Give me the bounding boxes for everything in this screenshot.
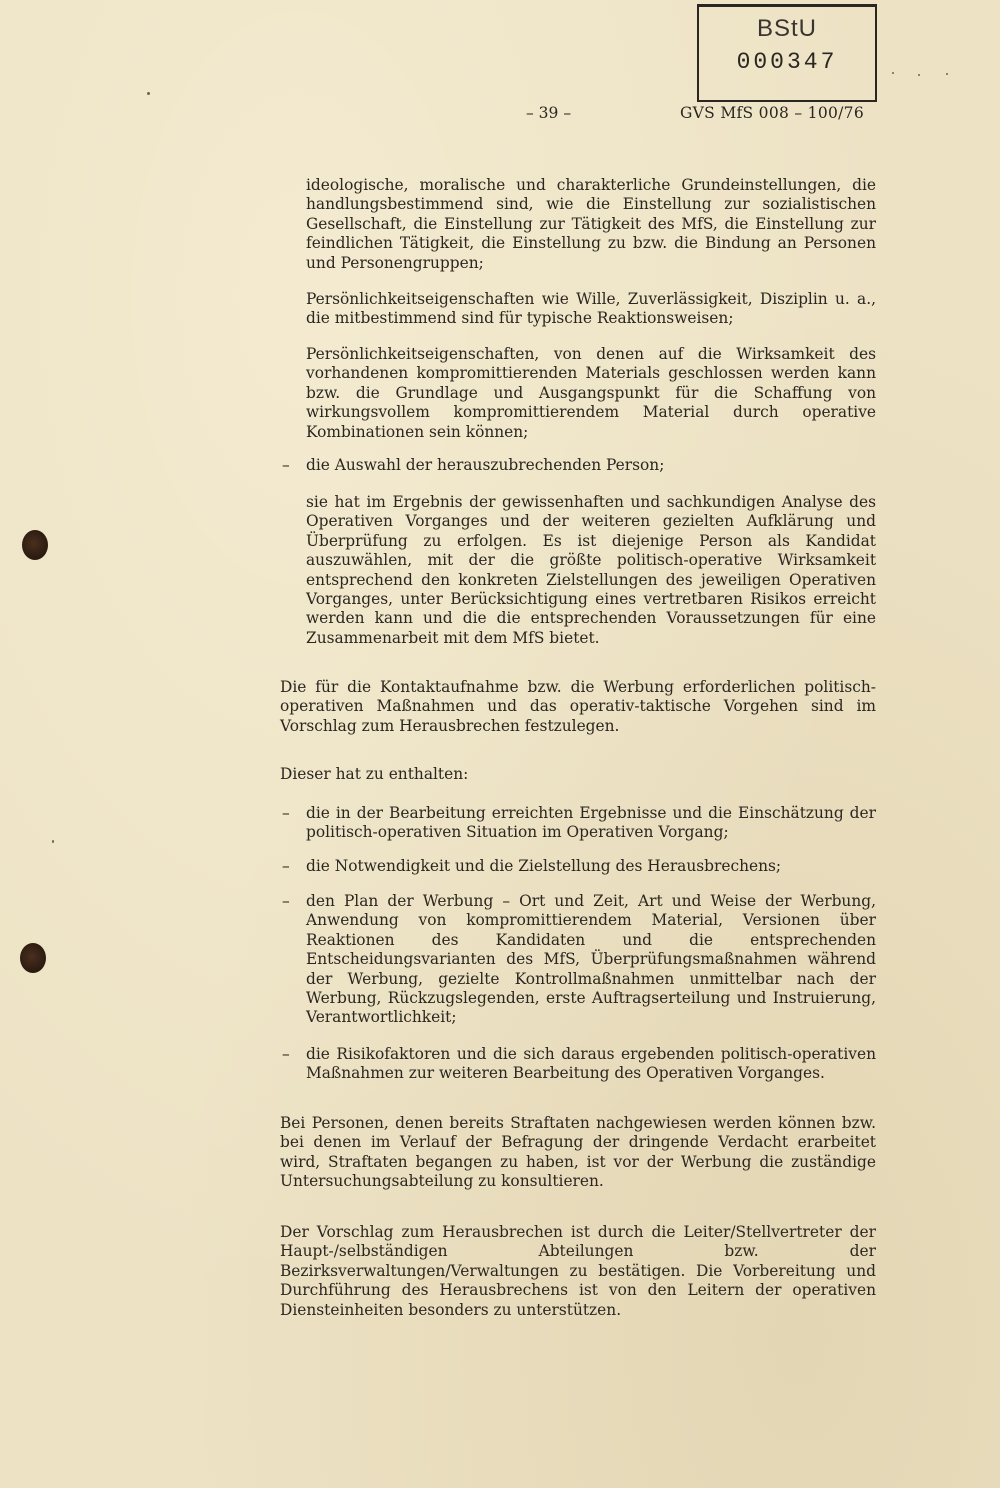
list-dash: – (282, 456, 290, 474)
list-item: die Risikofaktoren und die sich daraus ergebenden politisch-operativen Maßnahmen zur weiteren Bearbeitung des Operativen Vorganges. (306, 1045, 876, 1083)
page-header (0, 104, 1000, 128)
speck-1 (147, 92, 150, 95)
item-candidate-selection: die Auswahl der herauszubrechenden Person; (306, 456, 665, 474)
punch-hole-top (22, 530, 48, 560)
list-dash: – (282, 804, 290, 822)
list-dash: – (282, 892, 290, 910)
stamp-number: 000347 (736, 49, 838, 75)
paragraph-selection-analysis: sie hat im Ergebnis der gewissenhaften und sachkundigen Analyse des Operativen Vorganges und der weiteren gezielten Aufklärung und Überprüfung zu erfolgen. Es ist diejenige Person als Kandidat auszuwählen, mit der die größte politisch-operative Wirksamkeit entsprechend den konkreten Zielstellungen des jeweiligen Operativen Vorganges, unter Berücksichtigung eines vertretbaren Risikos erreicht werden kann und die die entsprechenden Voraussetzungen für eine Zusammenarbeit mit dem MfS bietet. (306, 493, 876, 647)
list-dash: – (282, 1045, 290, 1063)
list-item: den Plan der Werbung – Ort und Zeit, Art und Weise der Werbung, Anwendung von kompromittierendem Material, Versionen über Reaktionen des Kandidaten und die entsprechenden Entscheidungsvarianten des MfS, Überprüfungsmaßnahmen während der Werbung, gezielte Kontrollmaßnahmen unmittelbar nach der Werbung, Rückzugslegenden, erste Auftragserteilung und Instruierung, Verantwortlichkeit; (306, 892, 876, 1027)
list-item: die Notwendigkeit und die Zielstellung des Herausbrechens; (306, 857, 782, 875)
stamp-label: BStU (756, 15, 817, 42)
list-item: die in der Bearbeitung erreichten Ergebnisse und die Einschätzung der politisch-operativen Situation im Operativen Vorgang; (306, 804, 876, 842)
paragraph-personality-traits: Persönlichkeitseigenschaften wie Wille, Zuverlässigkeit, Disziplin u. a., die mitbestimmend sind für typische Reaktionsweisen; (306, 290, 876, 328)
archive-stamp (697, 4, 877, 102)
page-number: – 39 – (526, 104, 572, 122)
paragraph-contents-intro: Dieser hat zu enthalten: (280, 765, 469, 783)
punch-hole-bottom (20, 943, 46, 973)
paragraph-approval: Der Vorschlag zum Herausbrechen ist durch die Leiter/Stellvertreter der Haupt-/selbständigen Abteilungen bzw. der Bezirksverwaltungen/Verwaltungen zu bestätigen. Die Vorbereitung und Durchführung des Herausbrechens ist von den Leitern der operativen Diensteinheiten besonders zu unterstützen. (280, 1223, 876, 1319)
paragraph-compromising-material: Persönlichkeitseigenschaften, von denen auf die Wirksamkeit des vorhandenen kompromittierenden Materials geschlossen werden kann bzw. die Grundlage und Ausgangspunkt für die Schaffung von wirkungsvollem kompromittierendem Material durch operative Kombinationen sein können; (306, 345, 876, 441)
speck-4 (918, 74, 920, 76)
list-dash: – (282, 857, 290, 875)
document-reference: GVS MfS 008 – 100/76 (680, 104, 864, 122)
paragraph-criminal-offences: Bei Personen, denen bereits Straftaten nachgewiesen werden können bzw. bei denen im Verlauf der Befragung der dringende Verdacht erarbeitet wird, Straftaten begangen zu haben, ist vor der Werbung die zuständige Untersuchungsabteilung zu konsultieren. (280, 1114, 876, 1191)
paragraph-attitudes: ideologische, moralische und charakterliche Grundeinstellungen, die handlungsbestimmend sind, wie die Einstellung zur sozialistischen Gesellschaft, die Einstellung zur Tätigkeit des MfS, die Einstellung zur feindlichen Tätigkeit, die Einstellung zu bzw. die Bindung an Personen und Personengruppen; (306, 176, 876, 272)
speck-5 (946, 73, 948, 75)
speck-2 (52, 840, 54, 843)
speck-3 (892, 72, 894, 74)
paragraph-measures: Die für die Kontaktaufnahme bzw. die Werbung erforderlichen politisch-operativen Maßnahmen und das operativ-taktische Vorgehen sind im Vorschlag zum Herausbrechen festzulegen. (280, 678, 876, 735)
